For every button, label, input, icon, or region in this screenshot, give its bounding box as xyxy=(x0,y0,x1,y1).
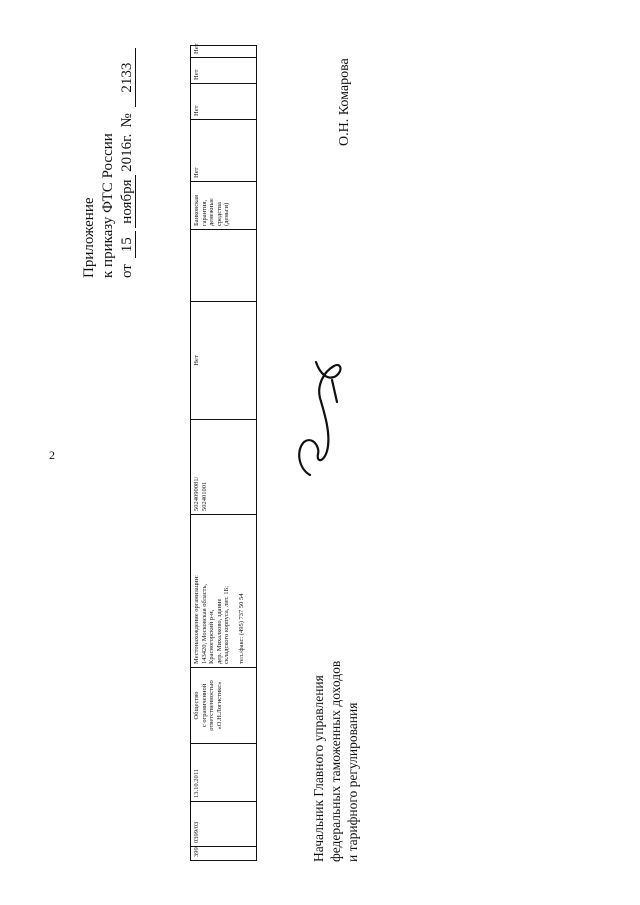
kpp-line: 502401001 xyxy=(200,481,208,511)
cell-col7 xyxy=(191,230,257,302)
cell-organization xyxy=(191,668,257,744)
org-line: Общество xyxy=(193,691,200,720)
org-line: ответственностью xyxy=(208,680,215,731)
cell-index: 399 xyxy=(191,847,257,861)
cell-reg-number: 0399/03 xyxy=(191,802,257,847)
address-line: складского корпуса, лит. 1Б; xyxy=(223,585,230,664)
address-line: 143420, Московская область, xyxy=(200,583,208,664)
guarantee-line: Банковская xyxy=(193,194,200,226)
address-spacer xyxy=(231,518,238,664)
appendix-number: 2133 xyxy=(119,48,136,107)
guarantee-line: (деньги) xyxy=(223,202,230,226)
inn-line: 5024090081/ xyxy=(193,476,200,511)
appendix-month: ноября xyxy=(119,175,136,229)
guarantee-line: денежные xyxy=(208,198,215,226)
appendix-order-ref: к приказу ФТС России xyxy=(100,133,116,278)
page-number: 2 xyxy=(49,448,55,462)
address-line: Местонахождение организации: xyxy=(193,575,200,664)
table-row xyxy=(191,46,257,861)
address-line: дер. Михалково, здание xyxy=(215,598,223,664)
appendix-header xyxy=(80,48,137,278)
cell-guarantee xyxy=(191,182,257,230)
appendix-day: 15 xyxy=(119,231,136,258)
position-line-3: и тарифного регулирования xyxy=(345,702,360,862)
cell-col10: Нет xyxy=(191,84,257,120)
position-line-1: Начальник Главного управления xyxy=(311,675,326,862)
position-line-2: федеральных таможенных доходов xyxy=(328,660,343,862)
address-line: тел./факс: (495) 737 50 54 xyxy=(237,593,245,664)
appendix-date-line xyxy=(118,48,137,278)
cell-col6: Нет xyxy=(191,302,257,420)
cell-inn-kpp xyxy=(191,420,257,515)
handwritten-signature xyxy=(290,350,350,480)
cell-col11: Нет xyxy=(191,58,257,84)
appendix-prefix: от xyxy=(119,264,135,278)
signature-block xyxy=(310,661,361,862)
cell-col9: Нет xyxy=(191,120,257,182)
guarantee-line: гарантия, xyxy=(200,199,208,226)
appendix-title: Приложение xyxy=(81,197,97,278)
cell-address xyxy=(191,515,257,668)
appendix-number-sign: № xyxy=(119,113,135,128)
guarantee-line: средства xyxy=(215,202,223,226)
registry-table xyxy=(190,45,257,861)
registry-table-wrapper xyxy=(190,43,257,861)
cell-col12: Нет xyxy=(191,46,257,58)
signer-name: О.Н. Комарова xyxy=(337,58,352,146)
org-line: с ограниченной xyxy=(200,683,208,728)
cell-date: 13.10.2011 xyxy=(191,744,257,802)
appendix-year: 2016г. xyxy=(119,133,135,172)
org-line: «О.Н.Логистикс» xyxy=(215,681,223,730)
address-line: Красногорский р-н, xyxy=(208,609,215,664)
